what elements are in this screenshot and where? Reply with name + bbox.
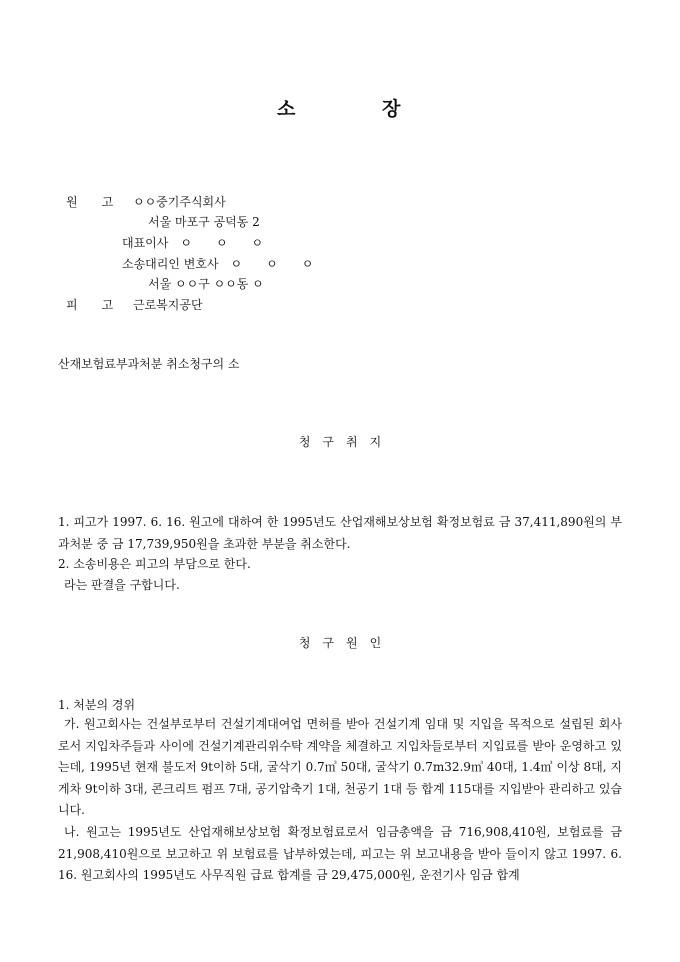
plaintiff-address: 서울 마포구 공덕동 2 xyxy=(148,215,260,229)
claim-item-1: 1. 피고가 1997. 6. 16. 원고에 대하여 한 1995년도 산업재해보상보험 확정보험료 금 37,411,890원의 부과처분 중 금 17,739,950원을 초과한 부분을 취소한다. xyxy=(58,515,622,551)
plaintiff-name: ㅇㅇ중기주식회사 xyxy=(133,195,226,209)
claim-conclusion: 라는 판결을 구합니다. xyxy=(64,578,180,592)
defendant-label: 피 고 xyxy=(66,298,114,312)
cause-paragraph-b: 나. 원고는 1995년도 산업재해보상보험 확정보험료로서 임금총액을 금 716,908,410원, 보험료를 금 21,908,410원으로 보고하고 위 보험료를 납부하였는데, 피고는 위 보고내용을 받아 들이지 않고 1997. 6. 16. 원고회사의 1995년도 사무직원 급료 합계를 금 29,475,000원, 운전기사 임금 합계 xyxy=(58,825,622,882)
plaintiff-label: 원 고 xyxy=(66,195,114,209)
representative: 대표이사 ㅇ ㅇ ㅇ xyxy=(122,236,264,250)
title-char-2: 장 xyxy=(382,98,401,120)
cause-heading: 청 구 원 인 xyxy=(298,636,382,650)
claim-heading: 청 구 취 지 xyxy=(298,435,382,449)
cause-paragraph-a: 가. 원고회사는 건설부로부터 건설기계대여업 면허를 받아 건설기계 임대 및 지입을 목적으로 설립된 회사로서 지입차주들과 사이에 건설기계관리위수탁 계약을 체결하고 지입차들로부터 지입료를 받아 운영하고 있는데, 1995년 현재 불도저 9t이하 5대, 굴삭기 0.7㎥ 50대, 굴삭기 0.7m32.9㎥ 40대, 1.4㎥ 이상 8대, 지게차 9t이하 3대, 콘크리트 펌프 7대, 공기압축기 1대, 천공기 1대 등 합계 115대를 지입받아 관리하고 있습니다. xyxy=(58,717,622,817)
defendant-name: 근로복지공단 xyxy=(133,298,203,312)
title-char-1: 소 xyxy=(277,98,296,120)
attorney: 소송대리인 변호사 ㅇ ㅇ ㅇ xyxy=(122,257,314,271)
cause-section-1: 1. 처분의 경위 xyxy=(58,698,136,712)
claim-item-2: 2. 소송비용은 피고의 부담으로 한다. xyxy=(58,557,251,571)
attorney-address: 서울 ㅇㅇ구 ㅇㅇ동 ㅇ xyxy=(148,277,264,291)
case-name: 산재보험료부과처분 취소청구의 소 xyxy=(58,357,240,371)
